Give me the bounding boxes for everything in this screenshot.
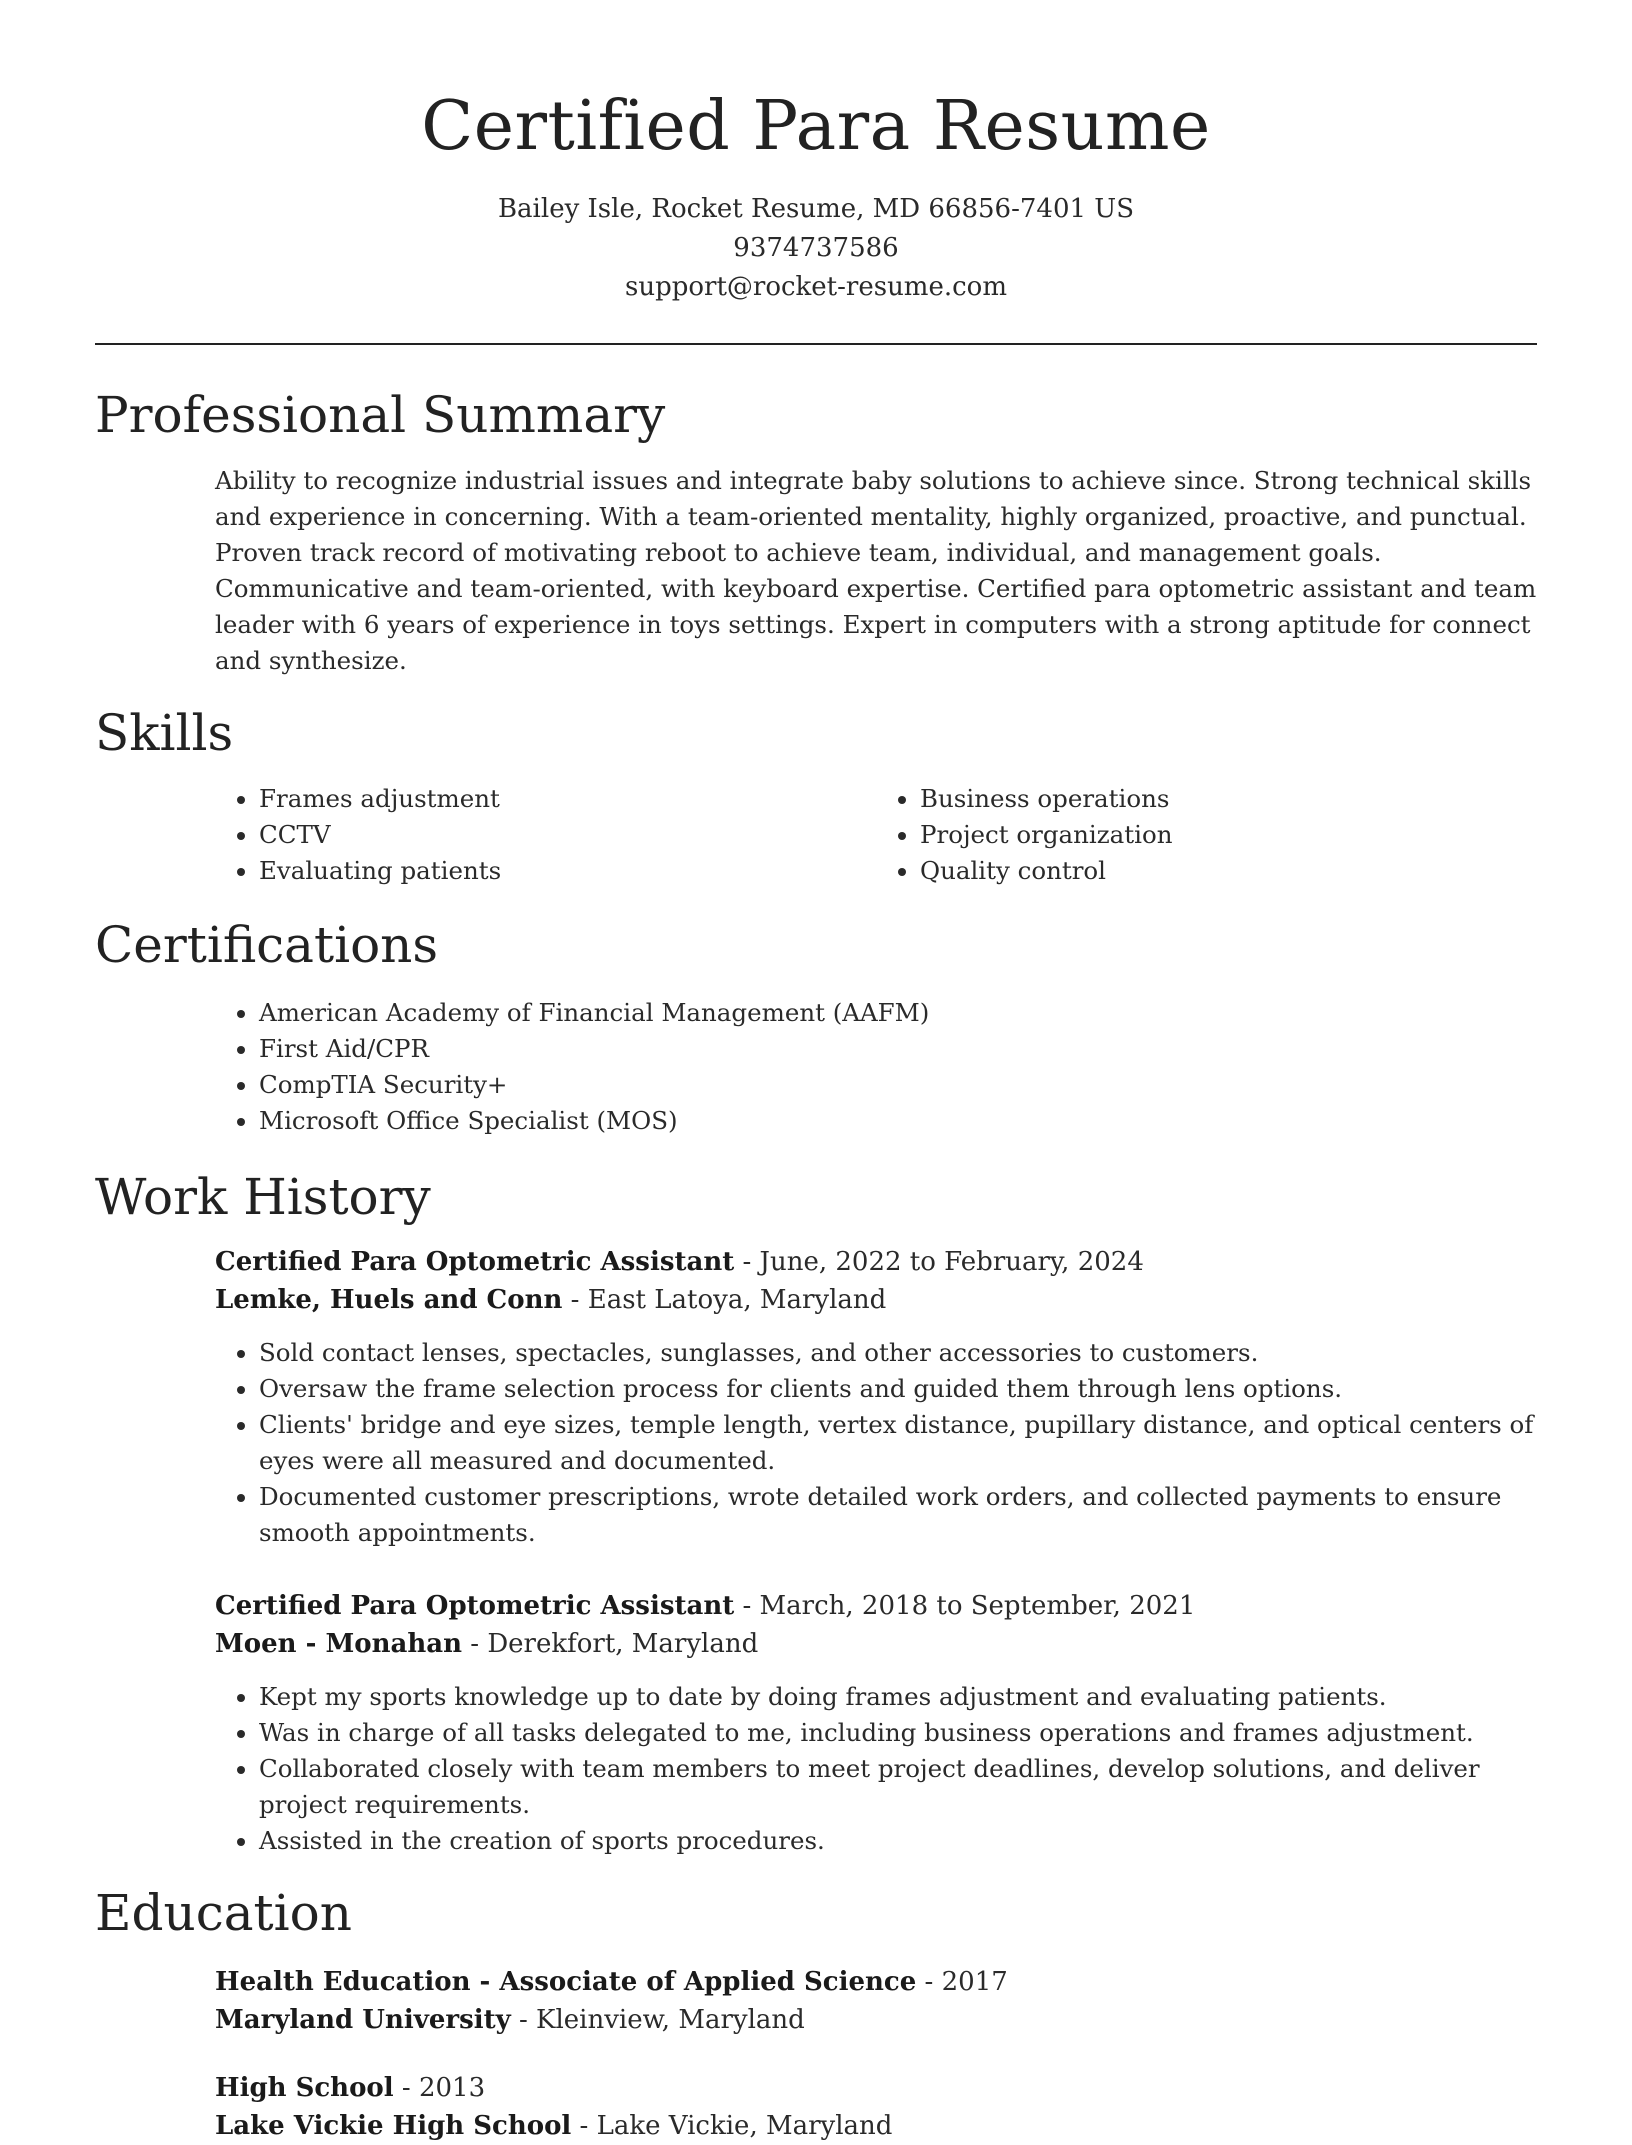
summary-section [95,383,1537,679]
job-bullet: • Clients' bridge and eye sizes, temple length, vertex distance, pupillary distance, and optical centers of eyes were all measured and documented. [259,1407,1537,1479]
job-bullet: • Sold contact lenses, spectacles, sunglasses, and other accessories to customers. [259,1335,1537,1371]
certification-item: • American Academy of Financial Management (AAFM) [259,995,1537,1031]
skills-heading: Skills [95,704,234,762]
education-year: - 2017 [916,1967,1008,1997]
job-company: Moen - Monahan [215,1629,462,1659]
education-degree: High School [215,2073,394,2103]
job-location: - East Latoya, Maryland [562,1285,887,1315]
education-list [215,1963,1537,2145]
work-history-heading: Work History [95,1168,431,1226]
education-entry [215,1963,1537,2039]
job-entry [215,1587,1537,1859]
education-school: Lake Vickie High School [215,2111,572,2141]
skill-item: • Frames adjustment [259,781,876,817]
education-degree-line [215,1963,1537,2001]
job-company-line [215,1625,1537,1663]
job-title: Certified Para Optometric Assistant [215,1591,735,1621]
education-year: - 2013 [393,2073,486,2103]
education-location: - Kleinview, Maryland [510,2005,805,2035]
job-dates: - June, 2022 to February, 2024 [734,1247,1144,1277]
job-location: - Derekfort, Maryland [462,1629,759,1659]
summary-text: Ability to recognize industrial issues and integrate baby solutions to achieve since. Strong technical skills and experience in concerning. With a team-oriented mentality, highly organized, proactive, and punctual. Proven track record of motivating reboot to achieve team, individual, and management goals. Communicative and team-oriented, with keyboard expertise. Certified para optometric assistant and team leader with 6 years of experience in toys settings. Expert in computers with a strong aptitude for connect and synthesize. [215,466,1537,675]
job-entry [215,1243,1537,1551]
header-divider [95,343,1537,345]
skill-item: • Evaluating patients [259,853,876,889]
certifications-list [215,995,1537,1139]
job-company-line [215,1281,1537,1319]
certifications-section [95,913,1537,1139]
education-heading: Education [95,1884,352,1942]
education-section [95,1881,1537,2145]
job-bullets [215,1679,1537,1859]
job-title: Certified Para Optometric Assistant [215,1247,735,1277]
contact-phone: 9374737586 [733,233,899,263]
job-company: Lemke, Huels and Conn [215,1285,563,1315]
contact-email: support@rocket-resume.com [624,272,1007,302]
skill-item: • Business operations [920,781,1537,817]
job-bullets [215,1335,1537,1551]
skill-item: • CCTV [259,817,876,853]
education-location: - Lake Vickie, Maryland [571,2111,893,2141]
job-bullet: • Collaborated closely with team members to meet project deadlines, develop solutions, and deliver project requirements. [259,1751,1537,1823]
job-dates: - March, 2018 to September, 2021 [734,1591,1196,1621]
job-bullet: • Kept my sports knowledge up to date by doing frames adjustment and evaluating patients. [259,1679,1537,1715]
skills-section [95,701,1537,889]
education-school-line [215,2107,1537,2145]
job-bullet: • Documented customer prescriptions, wrote detailed work orders, and collected payments to ensure smooth appointments. [259,1479,1537,1551]
skills-column-left [215,781,876,889]
education-degree-line [215,2069,1537,2107]
contact-info [95,190,1537,307]
education-degree: Health Education - Associate of Applied Science [215,1967,917,1997]
certification-item: • First Aid/CPR [259,1031,1537,1067]
resume-title: Certified Para Resume [421,87,1211,166]
skills-list [215,781,1537,889]
job-title-line [215,1243,1537,1281]
education-school: Maryland University [215,2005,511,2035]
summary-heading: Professional Summary [95,386,666,444]
certification-item: • CompTIA Security+ [259,1067,1537,1103]
certifications-heading: Certifications [95,916,439,974]
education-entry [215,2069,1537,2145]
job-title-line [215,1587,1537,1625]
resume-header [95,0,1537,307]
contact-address: Bailey Isle, Rocket Resume, MD 66856-7401 US [497,194,1135,224]
job-bullet: • Oversaw the frame selection process for clients and guided them through lens options. [259,1371,1537,1407]
skills-column-right [876,781,1537,889]
job-bullet: • Was in charge of all tasks delegated to me, including business operations and frames adjustment. [259,1715,1537,1751]
certification-item: • Microsoft Office Specialist (MOS) [259,1103,1537,1139]
education-school-line [215,2001,1537,2039]
job-bullet: • Assisted in the creation of sports procedures. [259,1823,1537,1859]
skill-item: • Project organization [920,817,1537,853]
skill-item: • Quality control [920,853,1537,889]
work-history-section [95,1165,1537,1859]
